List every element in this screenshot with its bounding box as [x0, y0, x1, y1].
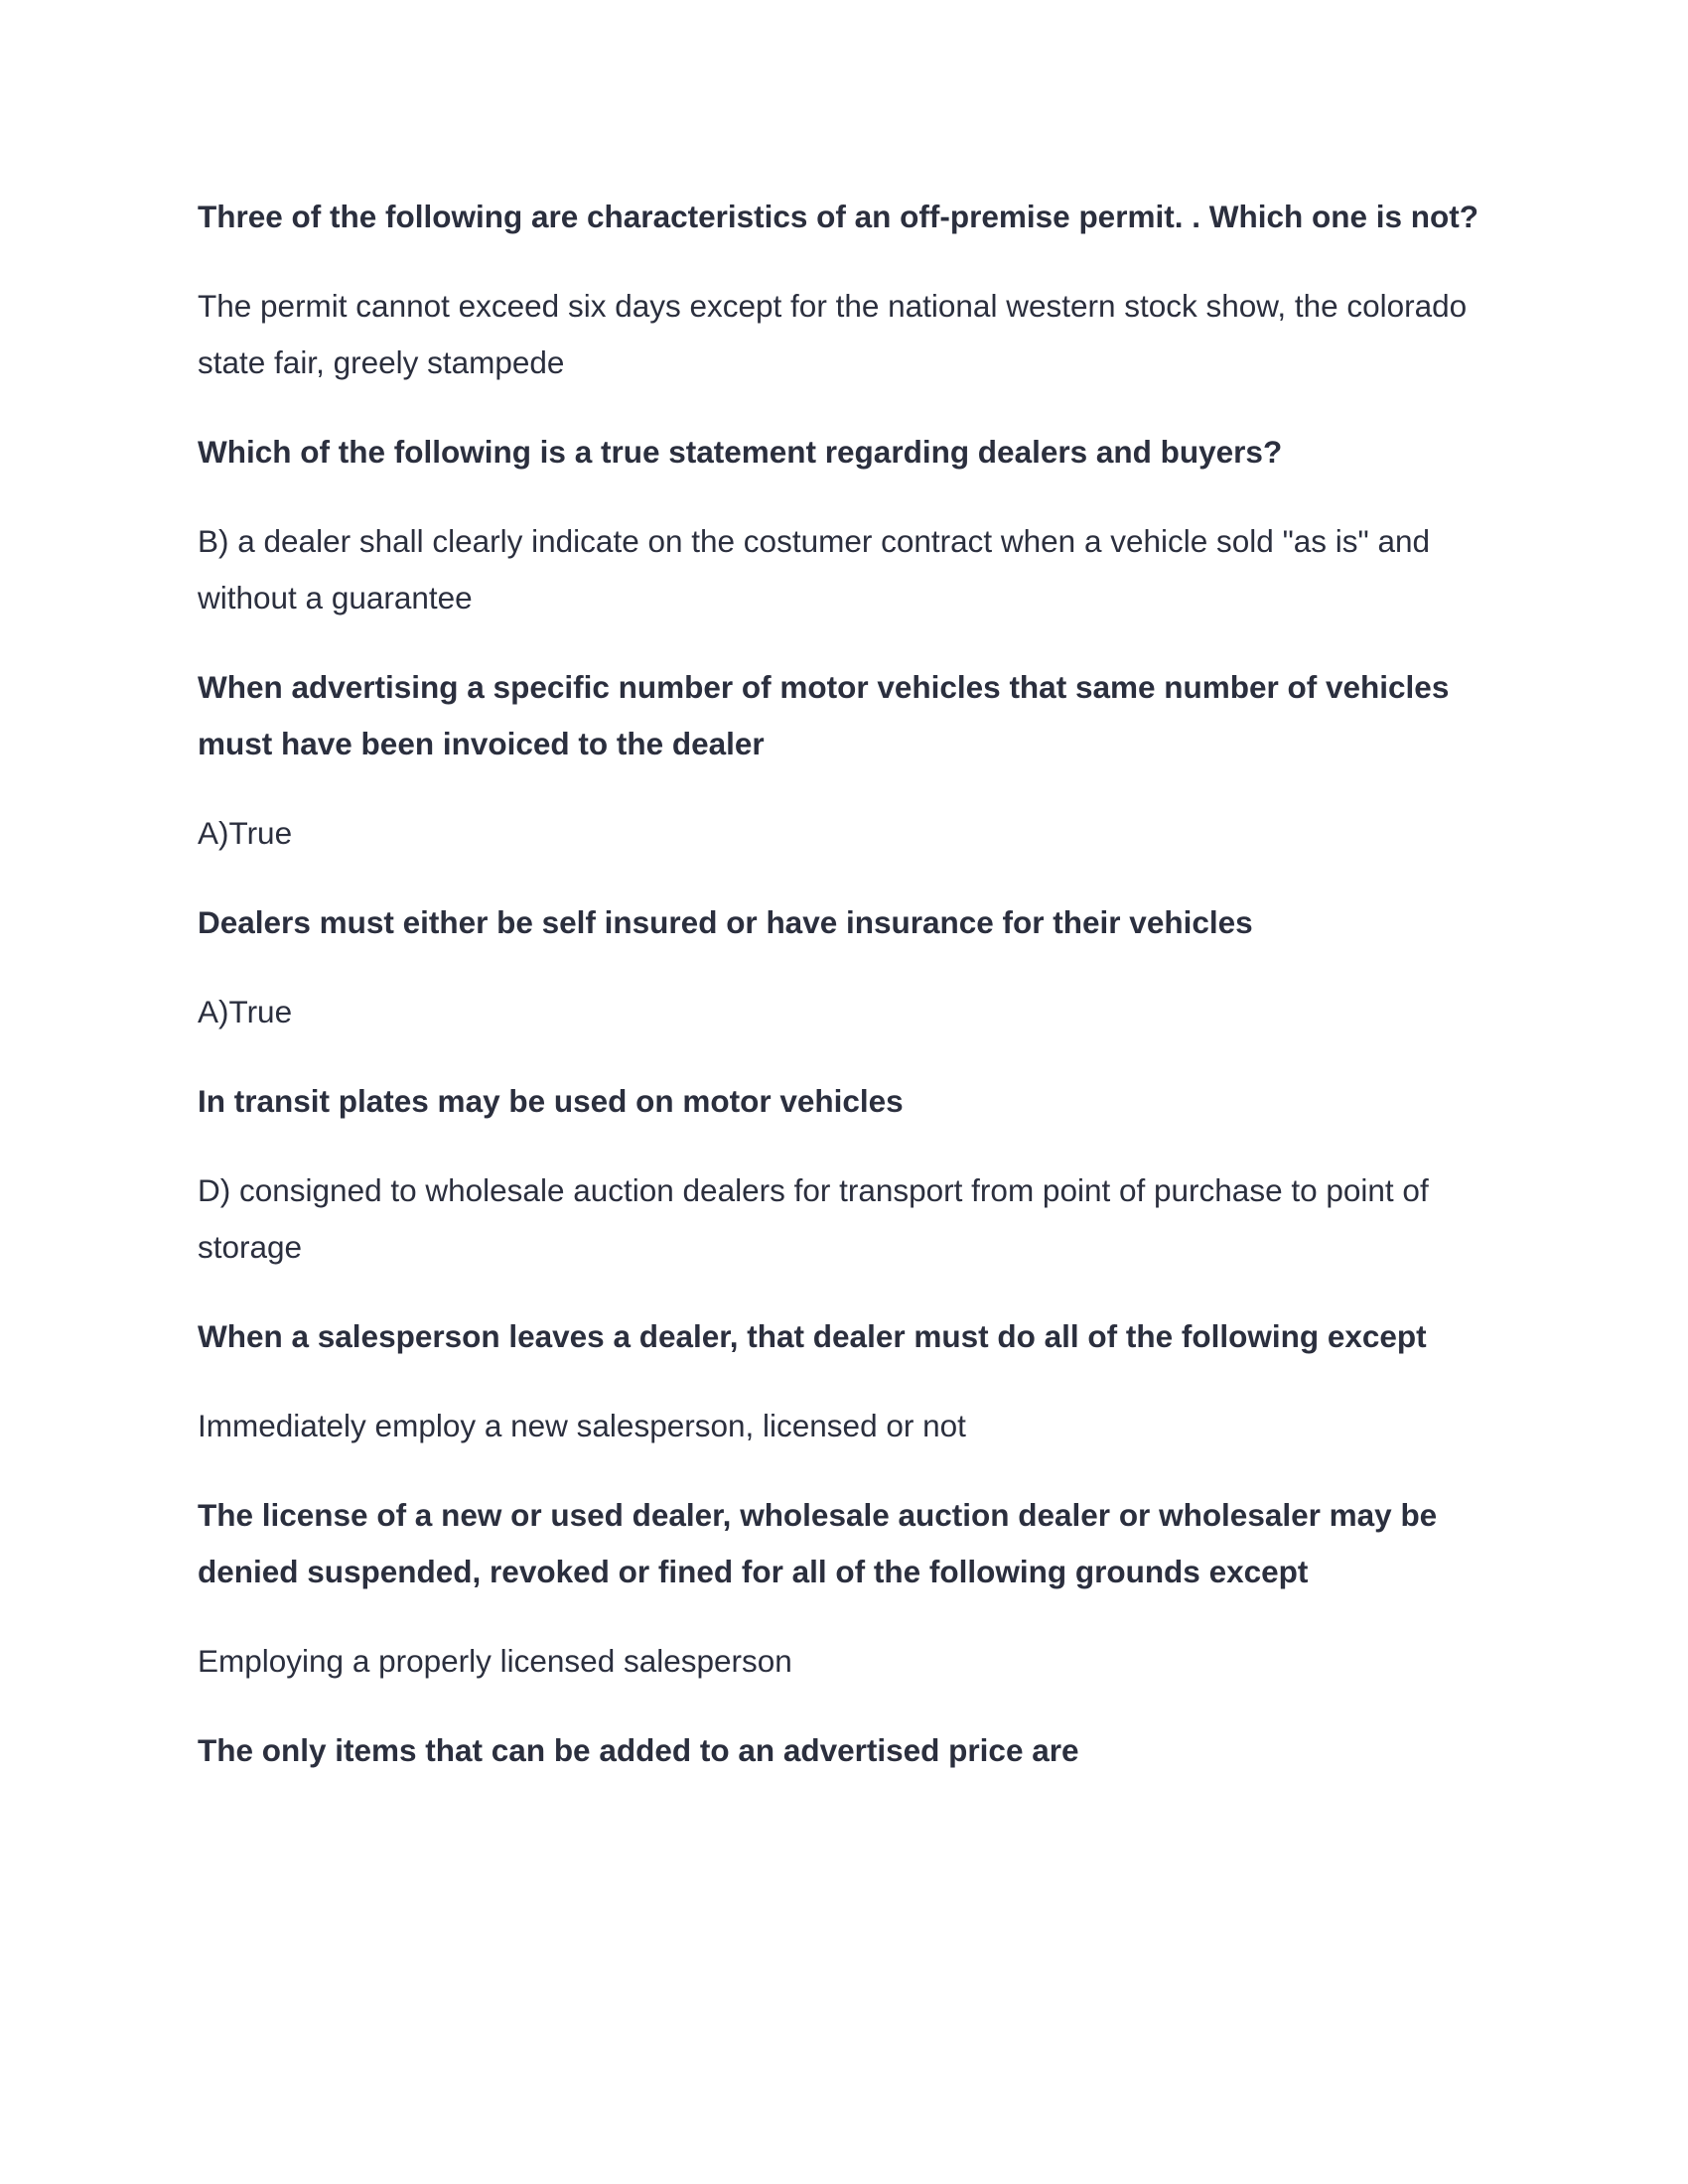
question-2: Which of the following is a true statement regarding dealers and buyers?: [198, 434, 1283, 470]
answer-7: Employing a properly licensed salesperson: [198, 1643, 792, 1679]
question-1: Three of the following are characteristics of an off-premise permit. . Which one is not?: [198, 199, 1478, 234]
answer-5: D) consigned to wholesale auction dealers for transport from point of purchase to point of storage: [198, 1172, 1429, 1265]
question-7: The license of a new or used dealer, wholesale auction dealer or wholesaler may be denied suspended, revoked or fined for all of the following grounds except: [198, 1497, 1438, 1589]
document-body: [198, 189, 1478, 1812]
question-4: Dealers must either be self insured or have insurance for their vehicles: [198, 904, 1253, 940]
question-5: In transit plates may be used on motor vehicles: [198, 1083, 904, 1119]
question-6: When a salesperson leaves a dealer, that dealer must do all of the following except: [198, 1318, 1427, 1354]
question-8: The only items that can be added to an advertised price are: [198, 1732, 1079, 1768]
answer-4: A)True: [198, 994, 293, 1029]
answer-6: Immediately employ a new salesperson, licensed or not: [198, 1408, 966, 1443]
answer-1: The permit cannot exceed six days except for the national western stock show, the colorado state fair, greely stampede: [198, 288, 1468, 380]
question-3: When advertising a specific number of motor vehicles that same number of vehicles must have been invoiced to the dealer: [198, 669, 1450, 761]
answer-3: A)True: [198, 815, 293, 851]
answer-2: B) a dealer shall clearly indicate on the costumer contract when a vehicle sold "as is" and without a guarantee: [198, 523, 1431, 615]
